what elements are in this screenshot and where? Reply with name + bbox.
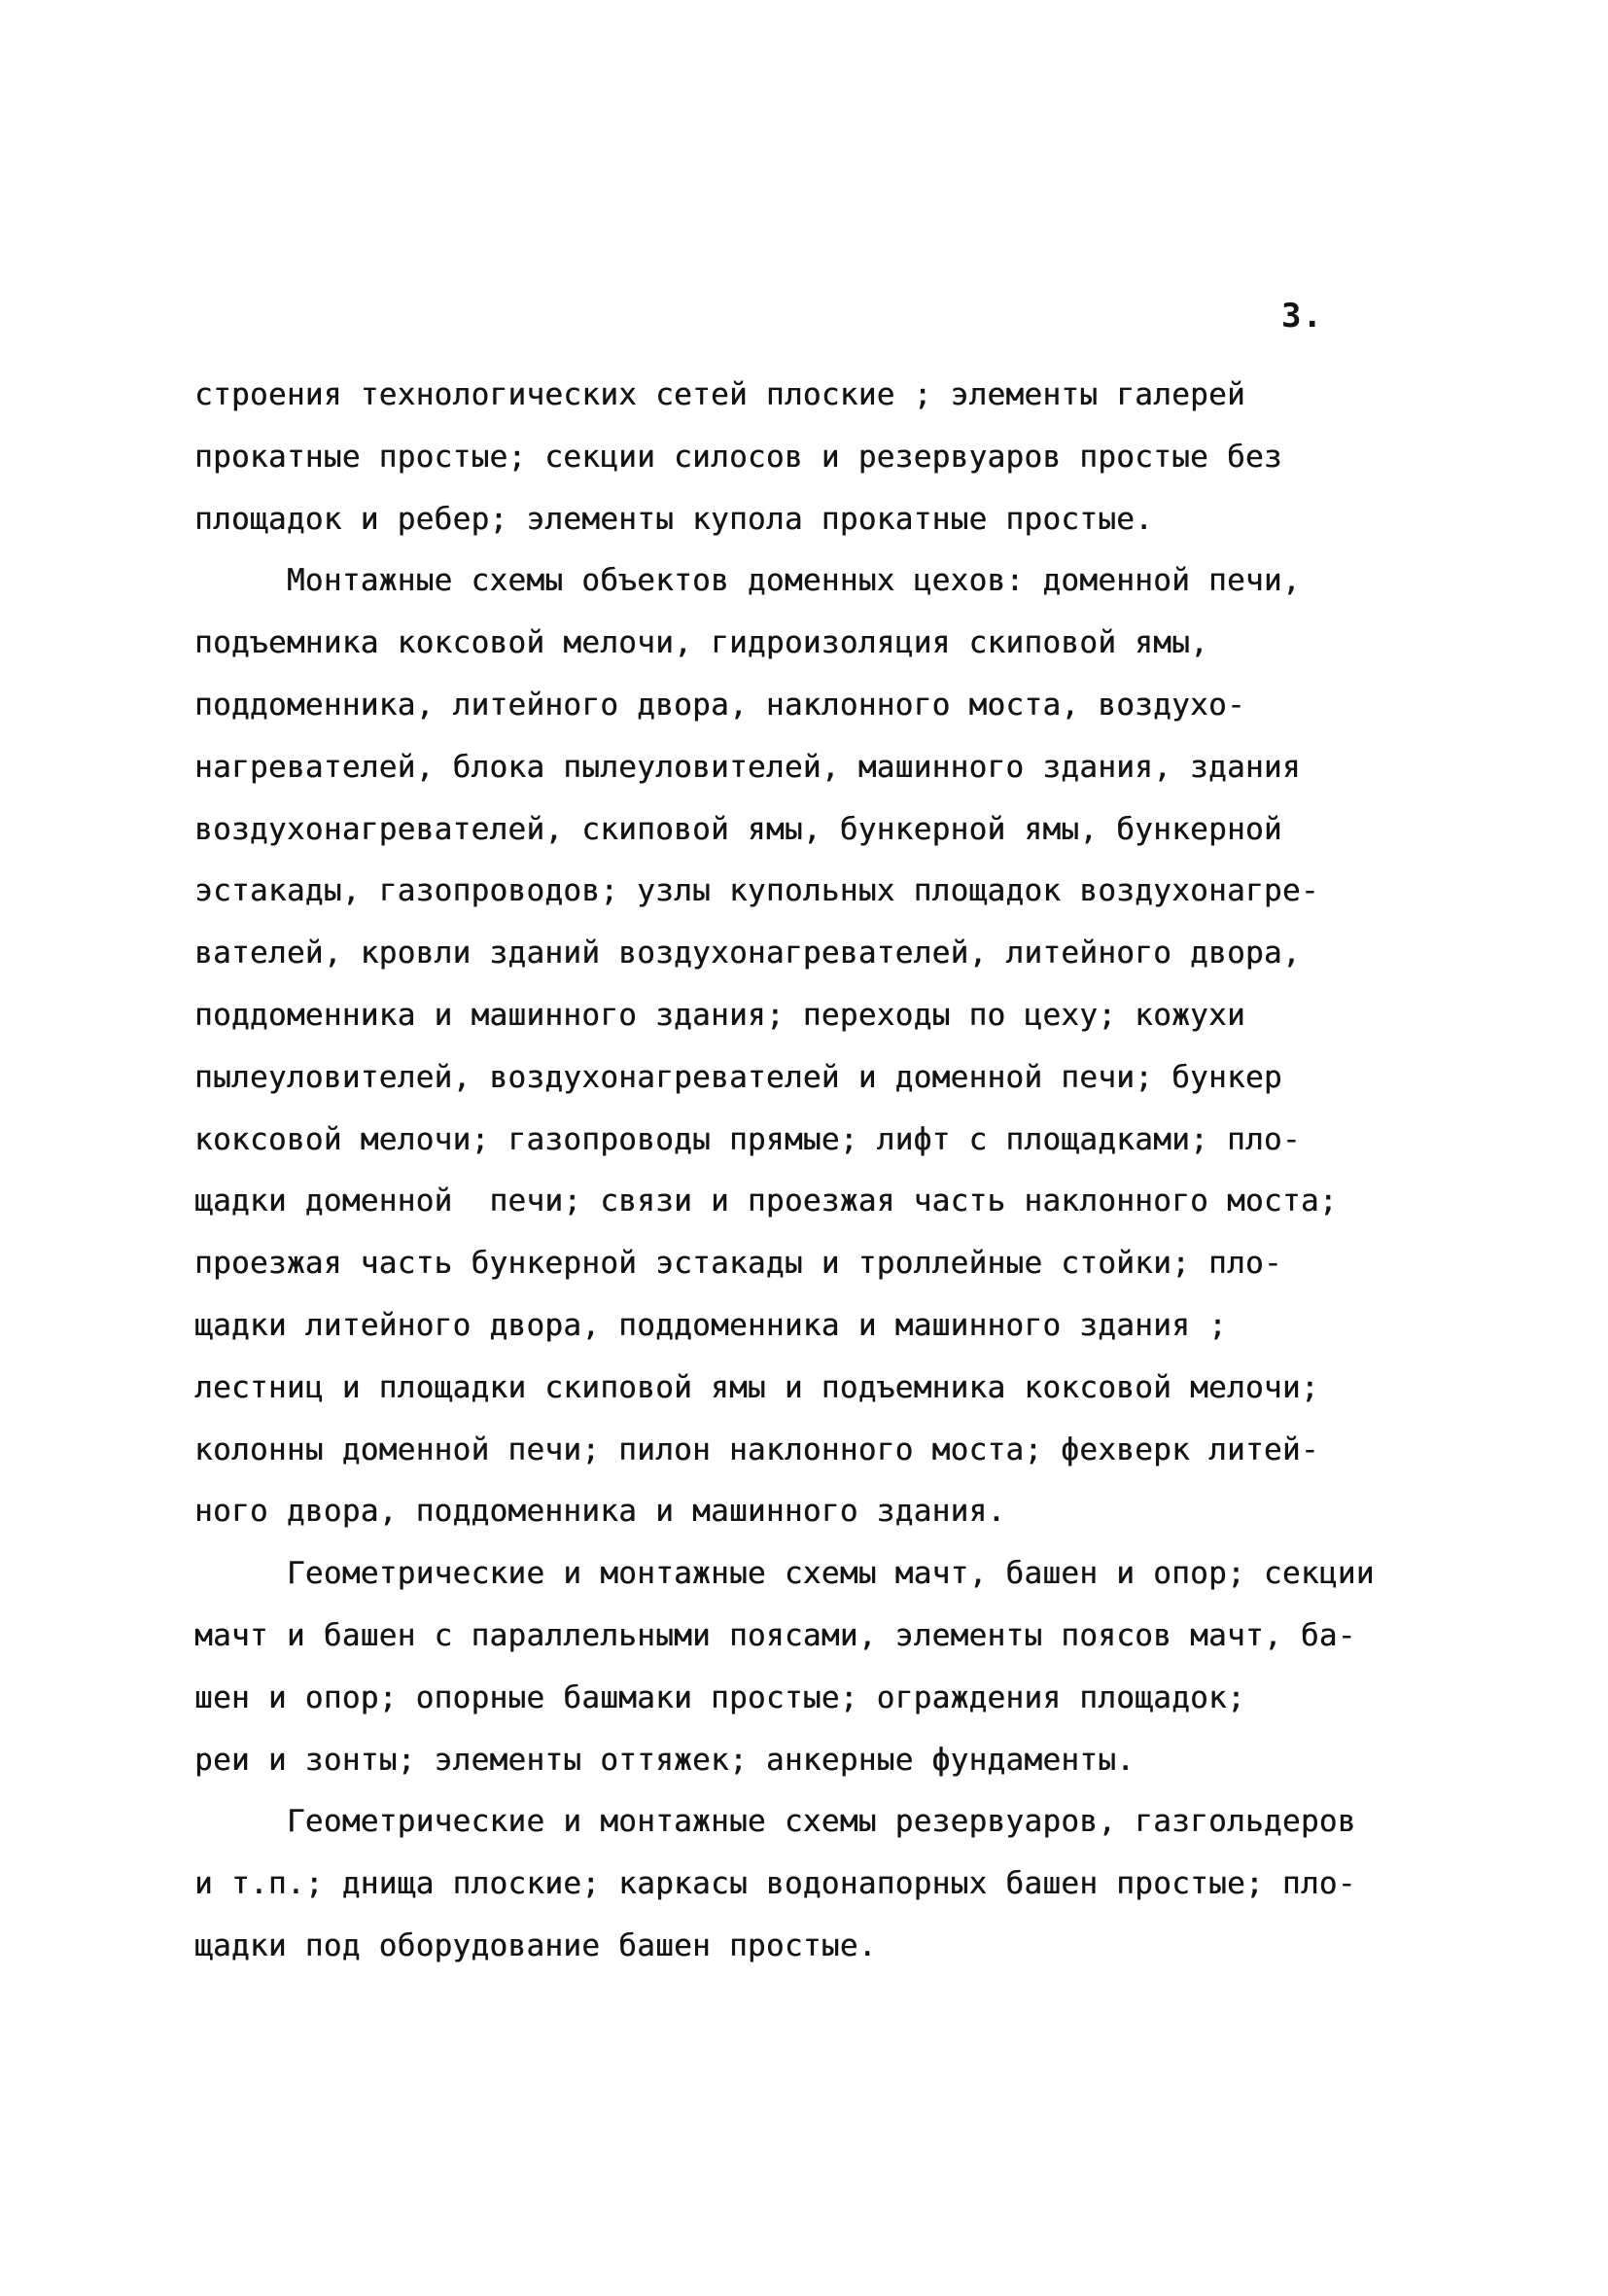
- paragraph-start-line: Монтажные схемы объектов доменных цехов: доменной печи,: [194, 563, 1301, 599]
- text-line: щадки литейного двора, поддоменника и машинного здания ;: [194, 1307, 1227, 1343]
- text-line: вателей, кровли зданий воздухонагревателей, литейного двора,: [194, 936, 1301, 971]
- text-line: и т.п.; днища плоские; каркасы водонапорных башен простые; пло-: [194, 1866, 1356, 1902]
- text-line: ного двора, поддоменника и машинного здания.: [194, 1494, 1006, 1530]
- text-line: колонны доменной печи; пилон наклонного моста; фехверк литей-: [194, 1431, 1319, 1467]
- text-line: поддоменника, литейного двора, наклонного моста, воздухо-: [194, 687, 1245, 723]
- text-line: эстакады, газопроводов; узлы купольных площадок воздухонагре-: [194, 873, 1319, 909]
- document-body: [194, 365, 1458, 1978]
- paragraph-start-line: Геометрические и монтажные схемы мачт, башен и опор; секции: [194, 1556, 1375, 1592]
- text-line: пылеуловителей, воздухонагревателей и доменной печи; бункер: [194, 1059, 1282, 1095]
- text-line: строения технологических сетей плоские ; элементы галерей: [194, 377, 1245, 412]
- text-line: воздухонагревателей, скиповой ямы, бункерной ямы, бункерной: [194, 811, 1282, 847]
- text-line: прокатные простые; секции силосов и резервуаров простые без: [194, 439, 1282, 475]
- text-line: коксовой мелочи; газопроводы прямые; лифт с площадками; пло-: [194, 1121, 1301, 1157]
- text-line: площадок и ребер; элементы купола прокатные простые.: [194, 501, 1154, 537]
- text-line: нагревателей, блока пылеуловителей, машинного здания, здания: [194, 749, 1301, 785]
- paragraph-start-line: Геометрические и монтажные схемы резервуаров, газгольдеров: [194, 1804, 1356, 1840]
- text-line: шен и опор; опорные башмаки простые; ограждения площадок;: [194, 1679, 1245, 1715]
- text-line: проезжая часть бункерной эстакады и троллейные стойки; пло-: [194, 1246, 1282, 1282]
- text-line: поддоменника и машинного здания; переходы по цеху; кожухи: [194, 997, 1245, 1033]
- text-line: реи и зонты; элементы оттяжек; анкерные фундаменты.: [194, 1742, 1136, 1778]
- text-line: лестниц и площадки скиповой ямы и подъемника коксовой мелочи;: [194, 1369, 1319, 1405]
- text-line: щадки под оборудование башен простые.: [194, 1927, 877, 1963]
- text-line: мачт и башен с параллельными поясами, элементы поясов мачт, ба-: [194, 1617, 1356, 1653]
- page-number: 3.: [1281, 297, 1323, 336]
- text-line: подъемника коксовой мелочи, гидроизоляция скиповой ямы,: [194, 625, 1208, 661]
- text-line: щадки доменной печи; связи и проезжая часть наклонного моста;: [194, 1183, 1338, 1219]
